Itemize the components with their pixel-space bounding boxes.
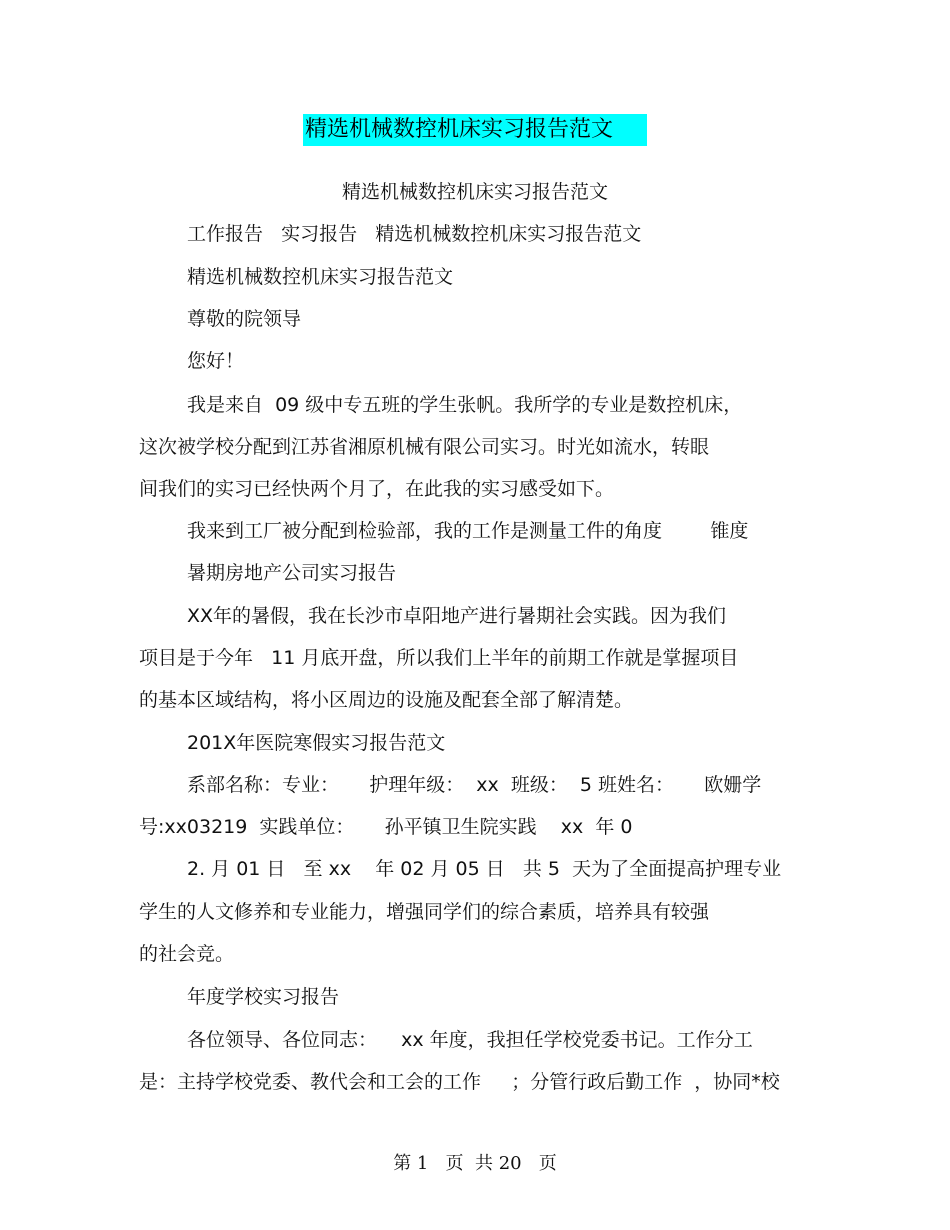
text-line: 工作报告 实习报告 精选机械数控机床实习报告范文 — [187, 223, 642, 245]
text-line: 我是来自 09 级中专五班的学生张帆。我所学的专业是数控机床， — [187, 394, 743, 416]
text-line: 号:xx03219 实践单位： 孙平镇卫生院实践 xx 年 0 — [139, 816, 633, 838]
text-line: XX年的暑假，我在长沙市卓阳地产进行暑期社会实践。因为我们 — [187, 605, 727, 627]
text-line: 各位领导、各位同志： xx 年度，我担任学校党委书记。工作分工 — [187, 1029, 753, 1051]
document-subtitle: 精选机械数控机床实习报告范文 — [341, 181, 608, 203]
text-line: 的基本区域结构，将小区周边的设施及配套全部了解清楚。 — [139, 689, 634, 711]
text-line: 201X年医院寒假实习报告范文 — [187, 732, 446, 754]
text-line: 尊敬的院领导 — [187, 308, 302, 330]
text-line: 学生的人文修养和专业能力，增强同学们的综合素质，培养具有较强 — [139, 901, 710, 923]
text-line: 年度学校实习报告 — [187, 986, 340, 1008]
title-container — [0, 114, 950, 146]
document-title: 精选机械数控机床实习报告范文 — [303, 114, 647, 146]
text-line: 这次被学校分配到江苏省湘原机械有限公司实习。时光如流水，转眼 — [139, 436, 710, 458]
text-line: 我来到工厂被分配到检验部，我的工作是测量工件的角度 锥度 — [187, 520, 749, 542]
text-line: 项目是于今年 11 月底开盘，所以我们上半年的前期工作就是掌握项目 — [139, 647, 739, 669]
page-number-footer: 第 1 页 共 20 页 — [393, 1153, 557, 1174]
text-line: 是：主持学校党委、教代会和工会的工作 ；分管行政后勤工作 ，协同*校 — [139, 1071, 780, 1093]
text-line: 的社会竞。 — [139, 943, 235, 965]
text-line: 2. 月 01 日 至 xx 年 02 月 05 日 共 5 天为了全面提高护理专业 — [187, 858, 782, 880]
text-line: 您好！ — [187, 350, 245, 372]
text-line: 精选机械数控机床实习报告范文 — [187, 266, 454, 288]
text-line: 间我们的实习已经快两个月了，在此我的实习感受如下。 — [139, 478, 615, 500]
text-line: 暑期房地产公司实习报告 — [187, 562, 397, 584]
text-line: 系部名称：专业： 护理年级： xx 班级： 5 班姓名： 欧姗学 — [187, 774, 762, 796]
